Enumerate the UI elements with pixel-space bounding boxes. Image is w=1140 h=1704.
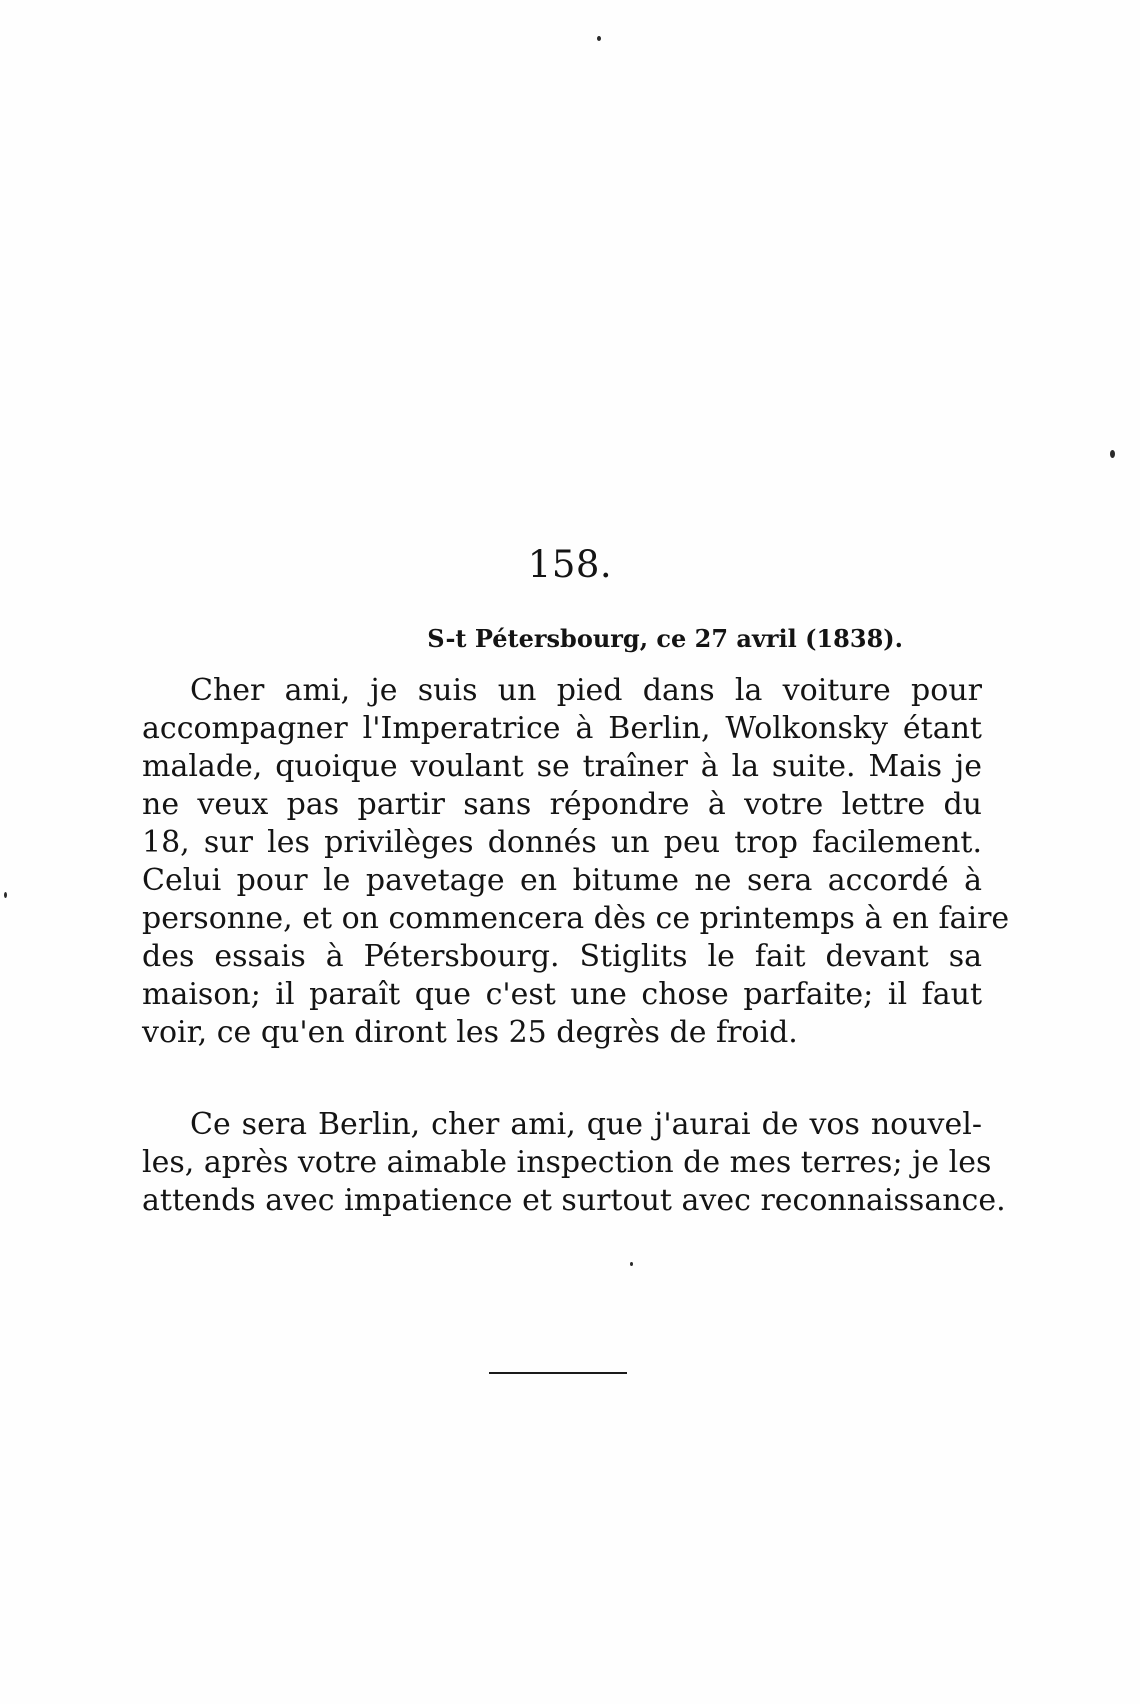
text-line: maison; il paraît que c'est une chose parfaite; il faut bbox=[142, 977, 982, 1012]
text-line: malade, quoique voulant se traîner à la suite. Mais je bbox=[142, 749, 982, 784]
text-line: ne veux pas partir sans répondre à votre lettre du bbox=[142, 787, 982, 822]
paragraph-2 bbox=[142, 1106, 1006, 1220]
section-separator-rule bbox=[489, 1372, 627, 1374]
text-line: attends avec impatience et surtout avec reconnaissance. bbox=[142, 1183, 1006, 1218]
paragraph-1 bbox=[142, 672, 1010, 1052]
scan-speck bbox=[4, 892, 7, 898]
text-line: Ce sera Berlin, cher ami, que j'aurai de vos nouvel- bbox=[190, 1107, 982, 1142]
text-line: des essais à Pétersbourg. Stiglits le fait devant sa bbox=[142, 939, 982, 974]
text-line: voir, ce qu'en diront les 25 degrès de froid. bbox=[142, 1015, 798, 1050]
text-line: accompagner l'Imperatrice à Berlin, Wolkonsky étant bbox=[142, 711, 982, 746]
text-line: 18, sur les privilèges donnés un peu trop facilement. bbox=[142, 825, 982, 860]
text-line: Cher ami, je suis un pied dans la voiture pour bbox=[190, 673, 982, 708]
letter-number: 158. bbox=[527, 543, 613, 586]
scan-speck bbox=[630, 1262, 633, 1266]
text-line: personne, et on commencera dès ce printemps à en faire bbox=[142, 901, 1010, 936]
scan-speck bbox=[597, 36, 601, 41]
dateline: S-t Pétersbourg, ce 27 avril (1838). bbox=[427, 624, 903, 653]
text-line: les, après votre aimable inspection de mes terres; je les bbox=[142, 1145, 992, 1180]
text-line: Celui pour le pavetage en bitume ne sera accordé à bbox=[142, 863, 982, 898]
scan-speck bbox=[1110, 450, 1115, 458]
